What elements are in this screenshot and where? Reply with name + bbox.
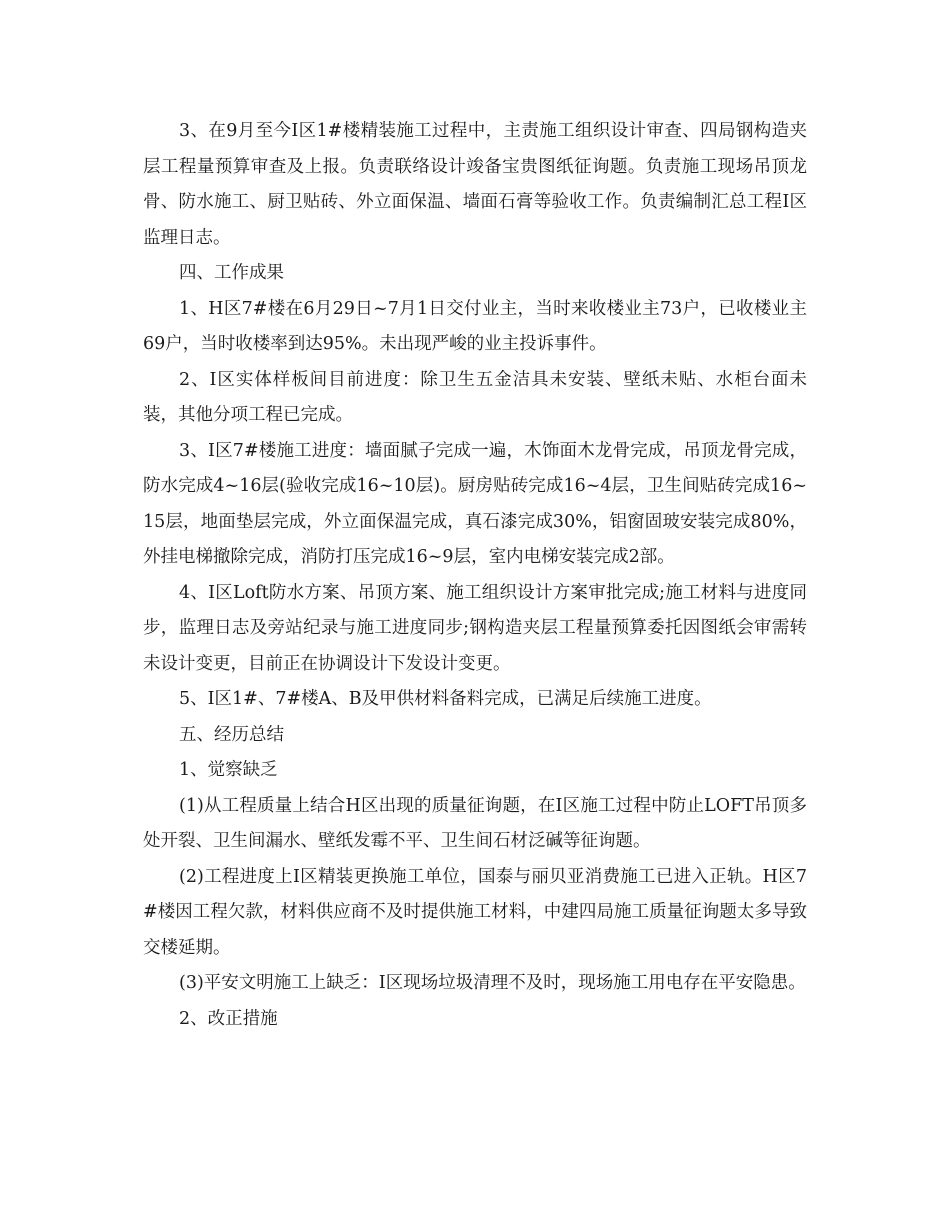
paragraph-result-1: 1、H区7#楼在6月29日~7月1日交付业主，当时来收楼业主73户，已收楼业主69户，当时收楼率到达95%。未出现严峻的业主投诉事件。 bbox=[143, 298, 807, 354]
subheading-shortcomings: 1、觉察缺乏 bbox=[179, 760, 278, 780]
paragraph-result-5: 5、I区1#、7#楼A、B及甲供材料备料完成，已满足后续施工进度。 bbox=[179, 689, 712, 709]
subheading-corrective-measures: 2、改正措施 bbox=[179, 1008, 278, 1029]
paragraph-shortcoming-1: (1)从工程质量上结合H区出现的质量征询题，在I区施工过程中防止LOFT吊顶多处开裂、卫生间漏水、壁纸发霉不平、卫生间石材泛碱等征询题。 bbox=[143, 795, 807, 851]
paragraph-result-3: 3、I区7#楼施工进度：墙面腻子完成一遍，木饰面木龙骨完成，吊顶龙骨完成，防水完成4~16层(验收完成16~10层)。厨房贴砖完成16~4层，卫生间贴砖完成16~15层，地面垫层完成，外立面保温完成，真石漆完成30%，铝窗固玻安装完成80%，外挂电梯撤除完成，消防打压完成16~9层，室内电梯安装完成2部。 bbox=[143, 440, 807, 567]
paragraph-item-3-duties: 3、在9月至今I区1#楼精装施工过程中，主责施工组织设计审查、四局钢构造夹层工程量预算审查及上报。负责联络设计竣备宝贵图纸征询题。负责施工现场吊顶龙骨、防水施工、厨卫贴砖、外立面保温、墙面石膏等验收工作。负责编制汇总工程I区监理日志。 bbox=[143, 121, 807, 248]
paragraph-shortcoming-2: (2)工程进度上I区精装更换施工单位，国泰与丽贝亚消费施工已进入正轨。H区7#楼因工程欠款，材料供应商不及时提供施工材料，中建四局施工质量征询题太多导致交楼延期。 bbox=[143, 866, 807, 958]
paragraph-shortcoming-3: (3)平安文明施工上缺乏：I区现场垃圾清理不及时，现场施工用电存在平安隐患。 bbox=[179, 973, 806, 993]
paragraph-result-4: 4、I区Loft防水方案、吊顶方案、施工组织设计方案审批完成;施工材料与进度同步，监理日志及旁站纪录与施工进度同步;钢构造夹层工程量预算委托因图纸会审需转未设计变更，目前正在协调设计下发设计变更。 bbox=[143, 582, 807, 674]
section-heading-work-results: 四、工作成果 bbox=[179, 263, 284, 283]
section-heading-experience-summary: 五、经历总结 bbox=[179, 724, 284, 745]
document-body bbox=[143, 114, 807, 1037]
paragraph-result-2: 2、I区实体样板间目前进度：除卫生五金洁具未安装、壁纸未贴、水柜台面未装，其他分项工程已完成。 bbox=[143, 369, 807, 425]
